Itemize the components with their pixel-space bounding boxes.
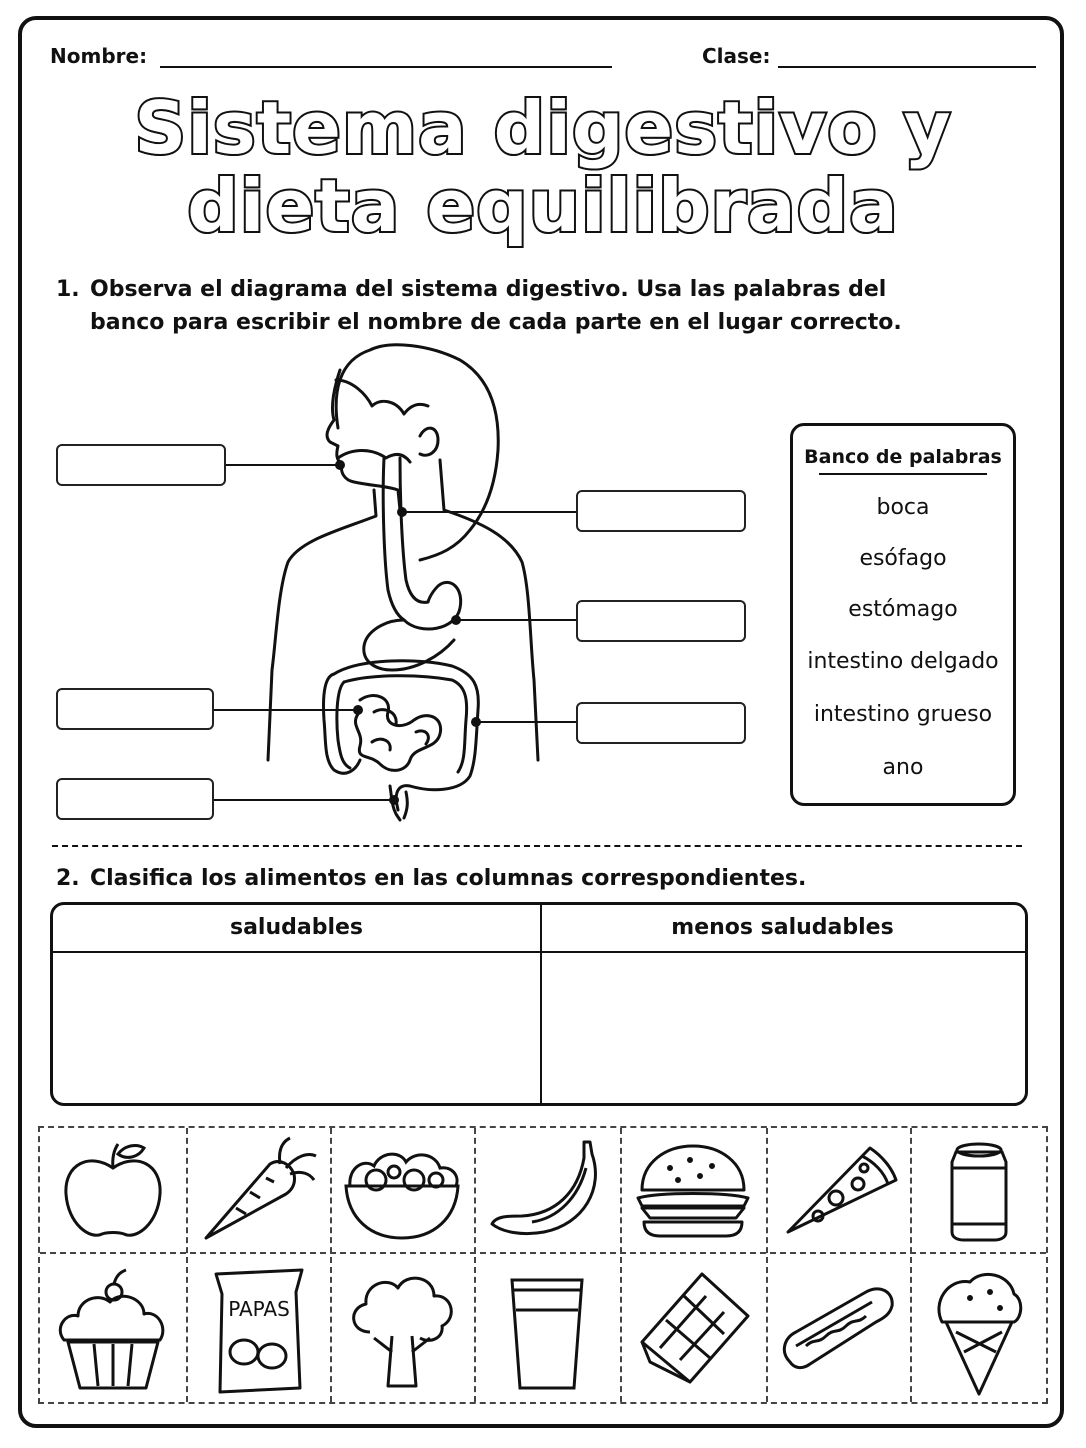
section-divider — [52, 845, 1022, 847]
food-soda-can[interactable] — [910, 1128, 1048, 1252]
healthy-drop-area[interactable] — [53, 953, 540, 1103]
word-bank-item: intestino grueso — [813, 702, 993, 727]
name-field[interactable] — [160, 66, 612, 68]
broccoli-icon — [330, 1252, 474, 1402]
food-cupcake[interactable] — [40, 1252, 186, 1402]
question-1-number: 1. — [56, 277, 80, 302]
food-burger[interactable] — [620, 1128, 766, 1252]
water-glass-icon — [474, 1252, 620, 1402]
banana-icon — [474, 1128, 620, 1252]
question-2-number: 2. — [56, 866, 80, 891]
food-hotdog[interactable] — [766, 1252, 910, 1402]
food-apple[interactable] — [40, 1128, 186, 1252]
word-bank-item: intestino delgado — [807, 649, 999, 674]
food-ice-cream[interactable] — [910, 1252, 1048, 1402]
food-banana[interactable] — [474, 1128, 620, 1252]
apple-icon — [40, 1128, 186, 1252]
page-title-line2: dieta equilibrada — [187, 164, 899, 248]
column-header-less-healthy: menos saludables — [671, 915, 894, 940]
food-salad[interactable] — [330, 1128, 474, 1252]
word-bank-underline — [819, 473, 987, 475]
chips-bag-label: PAPAS — [228, 1297, 290, 1321]
carrot-icon — [186, 1128, 330, 1252]
question-2-text: Clasifica los alimentos en las columnas correspondientes. — [90, 866, 807, 891]
food-water-glass[interactable] — [474, 1252, 620, 1402]
label-box-mouth[interactable] — [56, 444, 226, 486]
food-chocolate[interactable] — [620, 1252, 766, 1402]
class-field[interactable] — [778, 66, 1036, 68]
chips-bag-icon — [186, 1252, 330, 1402]
salad-icon — [330, 1128, 474, 1252]
column-header-healthy: saludables — [229, 915, 364, 940]
food-broccoli[interactable] — [330, 1252, 474, 1402]
ice-cream-icon — [910, 1252, 1048, 1402]
name-label: Nombre: — [50, 44, 148, 68]
label-box-anus[interactable] — [56, 778, 214, 820]
word-bank-item: esófago — [859, 546, 947, 571]
less-healthy-drop-area[interactable] — [542, 953, 1025, 1103]
food-carrot[interactable] — [186, 1128, 330, 1252]
food-chips-bag[interactable] — [186, 1252, 330, 1402]
question-1-text: Observa el diagrama del sistema digestivo. Usa las palabras del banco para escribir el nombre de cada parte en el lugar correcto. — [90, 277, 902, 335]
word-bank-item: estómago — [848, 597, 958, 622]
label-box-esophagus[interactable] — [576, 490, 746, 532]
word-bank — [790, 423, 1016, 806]
label-box-large-intestine[interactable] — [576, 702, 746, 744]
cupcake-icon — [40, 1252, 186, 1402]
hotdog-icon — [766, 1252, 910, 1402]
food-cutout-grid — [38, 1126, 1048, 1404]
digestive-system-diagram — [0, 340, 780, 830]
label-box-stomach[interactable] — [576, 600, 746, 642]
pizza-icon — [766, 1128, 910, 1252]
word-bank-title: Banco de palabras — [804, 446, 1002, 468]
food-pizza[interactable] — [766, 1128, 910, 1252]
soda-can-icon — [910, 1128, 1048, 1252]
chocolate-icon — [620, 1252, 766, 1402]
page-title-line1: Sistema digestivo y — [134, 86, 952, 170]
burger-icon — [620, 1128, 766, 1252]
label-box-small-intestine[interactable] — [56, 688, 214, 730]
class-label: Clase: — [702, 44, 771, 68]
classification-table — [50, 902, 1028, 1106]
word-bank-item: ano — [882, 755, 924, 780]
word-bank-item: boca — [876, 495, 930, 520]
